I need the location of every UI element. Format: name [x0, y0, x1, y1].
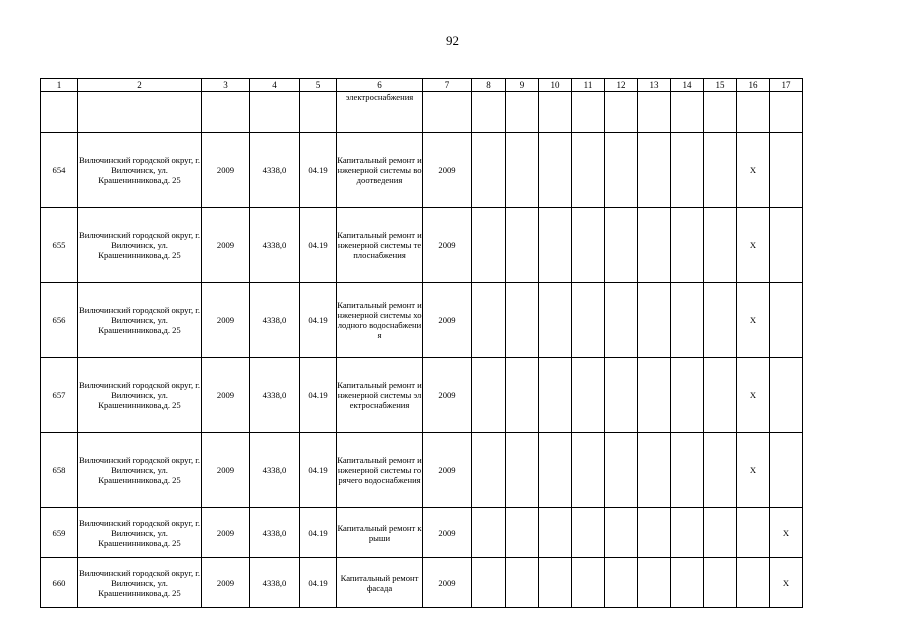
work-type-cell: Капитальный ремонт инженерной системы водоотведения	[337, 133, 423, 208]
row-number: 658	[41, 433, 78, 508]
mark-cell: X	[737, 133, 770, 208]
code-cell: 04.19	[300, 358, 337, 433]
mark-cell: X	[737, 283, 770, 358]
row-number: 657	[41, 358, 78, 433]
mark-cell: X	[770, 558, 803, 608]
column-number-row	[41, 79, 803, 92]
column-number: 2	[78, 79, 202, 92]
empty-cell	[202, 92, 250, 133]
page-number: 92	[446, 33, 459, 48]
empty-cell	[506, 558, 539, 608]
area-cell: 4338,0	[250, 358, 300, 433]
empty-cell	[704, 92, 737, 133]
empty-cell	[605, 208, 638, 283]
empty-cell	[671, 508, 704, 558]
area-cell: 4338,0	[250, 283, 300, 358]
empty-cell	[472, 558, 506, 608]
empty-cell	[472, 92, 506, 133]
column-number: 17	[770, 79, 803, 92]
empty-cell	[638, 433, 671, 508]
year-cell: 2009	[423, 508, 472, 558]
column-number: 11	[572, 79, 605, 92]
empty-cell	[539, 208, 572, 283]
year-cell: 2009	[202, 358, 250, 433]
empty-cell	[41, 92, 78, 133]
empty-cell	[704, 208, 737, 283]
column-number: 10	[539, 79, 572, 92]
code-cell: 04.19	[300, 433, 337, 508]
year-cell: 2009	[423, 133, 472, 208]
table-row	[41, 558, 803, 608]
work-type-cell: Капитальный ремонт инженерной системы горячего водоснабжения	[337, 433, 423, 508]
column-number: 14	[671, 79, 704, 92]
mark-cell	[770, 208, 803, 283]
code-cell: 04.19	[300, 508, 337, 558]
empty-cell	[572, 92, 605, 133]
program-table	[40, 78, 803, 608]
column-number: 16	[737, 79, 770, 92]
empty-cell	[250, 92, 300, 133]
year-cell: 2009	[202, 558, 250, 608]
work-type-cell: Капитальный ремонт инженерной системы холодного водоснабжения	[337, 283, 423, 358]
empty-cell	[539, 508, 572, 558]
empty-cell	[506, 433, 539, 508]
empty-cell	[539, 558, 572, 608]
empty-cell	[605, 558, 638, 608]
area-cell: 4338,0	[250, 133, 300, 208]
row-number: 654	[41, 133, 78, 208]
row-number: 655	[41, 208, 78, 283]
empty-cell	[671, 133, 704, 208]
empty-cell	[572, 358, 605, 433]
year-cell: 2009	[423, 358, 472, 433]
empty-cell	[472, 133, 506, 208]
empty-cell	[539, 433, 572, 508]
row-number: 656	[41, 283, 78, 358]
work-type-cell: Капитальный ремонт фасада	[337, 558, 423, 608]
empty-cell	[506, 133, 539, 208]
empty-cell	[605, 283, 638, 358]
empty-cell	[472, 508, 506, 558]
table-row	[41, 358, 803, 433]
year-cell: 2009	[202, 208, 250, 283]
empty-cell	[472, 433, 506, 508]
empty-cell	[539, 92, 572, 133]
empty-cell	[704, 508, 737, 558]
mark-cell: X	[770, 508, 803, 558]
empty-cell	[605, 508, 638, 558]
column-number: 9	[506, 79, 539, 92]
empty-cell	[638, 508, 671, 558]
column-number: 12	[605, 79, 638, 92]
empty-cell	[704, 433, 737, 508]
mark-cell: X	[737, 433, 770, 508]
year-cell: 2009	[423, 433, 472, 508]
empty-cell	[423, 92, 472, 133]
area-cell: 4338,0	[250, 208, 300, 283]
empty-cell	[506, 283, 539, 358]
empty-cell	[605, 92, 638, 133]
work-type-cell: Капитальный ремонт крыши	[337, 508, 423, 558]
empty-cell	[638, 283, 671, 358]
empty-cell	[704, 558, 737, 608]
column-number: 7	[423, 79, 472, 92]
address-cell: Вилючинский городской округ, г. Вилючинск, ул. Крашенинникова,д. 25	[78, 133, 202, 208]
continuation-row	[41, 92, 803, 133]
empty-cell	[704, 358, 737, 433]
table-row	[41, 208, 803, 283]
empty-cell	[770, 92, 803, 133]
table-row	[41, 433, 803, 508]
empty-cell	[506, 92, 539, 133]
empty-cell	[539, 358, 572, 433]
column-number: 1	[41, 79, 78, 92]
year-cell: 2009	[202, 433, 250, 508]
column-number: 15	[704, 79, 737, 92]
address-cell: Вилючинский городской округ, г. Вилючинск, ул. Крашенинникова,д. 25	[78, 508, 202, 558]
mark-cell	[770, 133, 803, 208]
year-cell: 2009	[202, 283, 250, 358]
empty-cell	[572, 558, 605, 608]
column-number: 13	[638, 79, 671, 92]
empty-cell	[300, 92, 337, 133]
address-cell: Вилючинский городской округ, г. Вилючинск, ул. Крашенинникова,д. 25	[78, 558, 202, 608]
empty-cell	[671, 283, 704, 358]
empty-cell	[506, 208, 539, 283]
empty-cell	[638, 133, 671, 208]
column-number: 8	[472, 79, 506, 92]
empty-cell	[638, 358, 671, 433]
mark-cell: X	[737, 208, 770, 283]
mark-cell	[770, 283, 803, 358]
table-row	[41, 133, 803, 208]
empty-cell	[704, 283, 737, 358]
column-number: 3	[202, 79, 250, 92]
empty-cell	[572, 433, 605, 508]
column-number: 4	[250, 79, 300, 92]
empty-cell	[572, 283, 605, 358]
work-type-cell: Капитальный ремонт инженерной системы теплоснабжения	[337, 208, 423, 283]
empty-cell	[506, 508, 539, 558]
work-type-continued: электроснабжения	[337, 92, 423, 133]
code-cell: 04.19	[300, 558, 337, 608]
empty-cell	[472, 358, 506, 433]
mark-cell	[770, 358, 803, 433]
empty-cell	[539, 283, 572, 358]
table-row	[41, 283, 803, 358]
area-cell: 4338,0	[250, 508, 300, 558]
empty-cell	[472, 283, 506, 358]
empty-cell	[737, 92, 770, 133]
year-cell: 2009	[423, 558, 472, 608]
empty-cell	[572, 508, 605, 558]
row-number: 659	[41, 508, 78, 558]
empty-cell	[572, 133, 605, 208]
empty-cell	[539, 133, 572, 208]
empty-cell	[638, 558, 671, 608]
empty-cell	[506, 358, 539, 433]
empty-cell	[671, 92, 704, 133]
empty-cell	[472, 208, 506, 283]
year-cell: 2009	[423, 283, 472, 358]
address-cell: Вилючинский городской округ, г. Вилючинск, ул. Крашенинникова,д. 25	[78, 433, 202, 508]
address-cell: Вилючинский городской округ, г. Вилючинск, ул. Крашенинникова,д. 25	[78, 358, 202, 433]
mark-cell	[737, 558, 770, 608]
year-cell: 2009	[202, 133, 250, 208]
empty-cell	[605, 358, 638, 433]
empty-cell	[671, 433, 704, 508]
empty-cell	[671, 358, 704, 433]
empty-cell	[704, 133, 737, 208]
empty-cell	[605, 133, 638, 208]
column-number: 5	[300, 79, 337, 92]
work-type-cell: Капитальный ремонт инженерной системы электроснабжения	[337, 358, 423, 433]
area-cell: 4338,0	[250, 558, 300, 608]
code-cell: 04.19	[300, 133, 337, 208]
row-number: 660	[41, 558, 78, 608]
mark-cell	[737, 508, 770, 558]
mark-cell	[770, 433, 803, 508]
empty-cell	[671, 558, 704, 608]
empty-cell	[605, 433, 638, 508]
empty-cell	[671, 208, 704, 283]
empty-cell	[572, 208, 605, 283]
empty-cell	[638, 92, 671, 133]
address-cell: Вилючинский городской округ, г. Вилючинск, ул. Крашенинникова,д. 25	[78, 208, 202, 283]
column-number: 6	[337, 79, 423, 92]
empty-cell	[638, 208, 671, 283]
table-row	[41, 508, 803, 558]
mark-cell: X	[737, 358, 770, 433]
code-cell: 04.19	[300, 208, 337, 283]
year-cell: 2009	[202, 508, 250, 558]
address-cell: Вилючинский городской округ, г. Вилючинск, ул. Крашенинникова,д. 25	[78, 283, 202, 358]
empty-cell	[78, 92, 202, 133]
code-cell: 04.19	[300, 283, 337, 358]
year-cell: 2009	[423, 208, 472, 283]
area-cell: 4338,0	[250, 433, 300, 508]
